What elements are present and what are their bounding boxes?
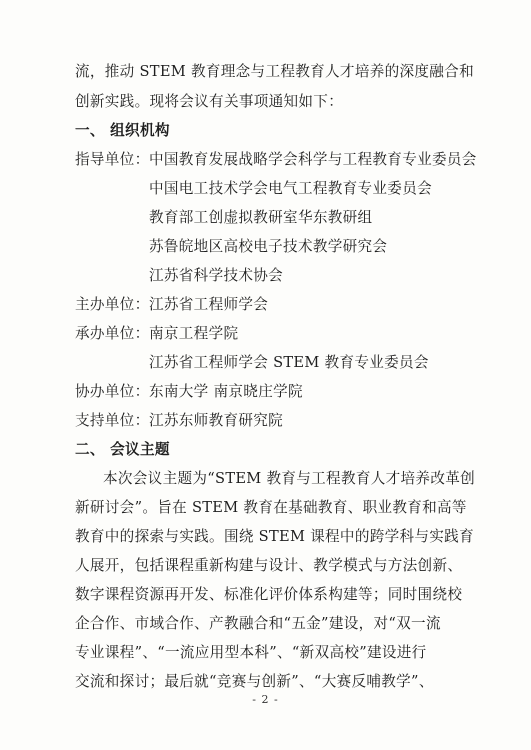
guide-unit-4: 苏鲁皖地区高校电子技术教学研究会 <box>149 238 388 255</box>
paragraph-continuation-line-1: 流，推动 STEM 教育理念与工程教育人才培养的深度融合和 <box>75 63 474 80</box>
theme-paragraph-line-7: 专业课程”、“一流应用型本科”、“新双高校”建设进行 <box>75 644 427 661</box>
organizer-unit-2: 江苏省工程师学会 STEM 教育专业委员会 <box>149 354 429 371</box>
theme-paragraph-line-1: 本次会议主题为“STEM 教育与工程教育人才培养改革创 <box>103 470 475 487</box>
theme-paragraph-line-4: 人展开，包括课程重新构建与设计、教学模式与方法创新、 <box>75 557 463 574</box>
host-label: 主办单位： <box>75 296 150 313</box>
co-organizer-label: 协办单位： <box>75 383 150 400</box>
guide-unit-3: 教育部工创虚拟教研室华东教研组 <box>149 209 373 226</box>
support-label: 支持单位： <box>75 412 150 429</box>
organizer-label: 承办单位： <box>75 325 150 342</box>
section-1-heading: 一、 组织机构 <box>75 122 170 139</box>
paragraph-continuation-line-2: 创新实践。现将会议有关事项通知如下： <box>75 93 344 110</box>
theme-paragraph-line-5: 数字课程资源再开发、标准化评价体系构建等；同时围绕校 <box>75 586 463 603</box>
theme-paragraph-line-6: 企合作、市域合作、产教融合和“五金”建设，对“双一流 <box>75 615 441 632</box>
host-unit: 江苏省工程师学会 <box>149 296 269 313</box>
theme-paragraph-line-2: 新研讨会”。旨在 STEM 教育在基础教育、职业教育和高等 <box>75 499 467 516</box>
theme-paragraph-line-3: 教育中的探索与实践。围绕 STEM 课程中的跨学科与实践育 <box>75 528 474 545</box>
co-organizer-units: 东南大学 南京晓庄学院 <box>149 383 303 400</box>
guide-label: 指导单位： <box>75 151 150 168</box>
guide-unit-2: 中国电工技术学会电气工程教育专业委员会 <box>149 180 432 197</box>
support-unit: 江苏东师教育研究院 <box>149 412 284 429</box>
page-number: - 2 - <box>252 693 279 706</box>
guide-unit-1: 中国教育发展战略学会科学与工程教育专业委员会 <box>149 151 477 168</box>
guide-unit-5: 江苏省科学技术协会 <box>149 267 284 284</box>
section-2-heading: 二、 会议主题 <box>75 441 170 458</box>
theme-paragraph-line-8: 交流和探讨；最后就“竞赛与创新”、“大赛反哺教学”、 <box>75 673 434 690</box>
organizer-unit-1: 南京工程学院 <box>149 325 239 342</box>
